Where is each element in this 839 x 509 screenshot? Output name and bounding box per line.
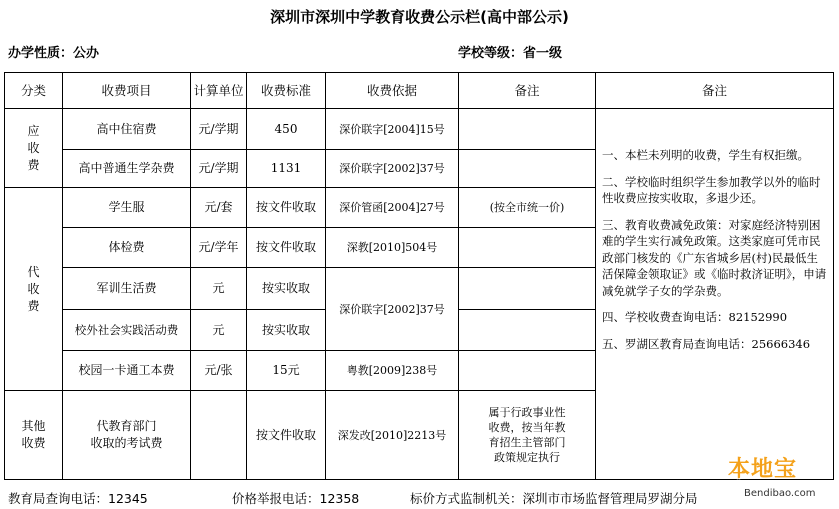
cell-unit: 元 [191, 268, 247, 310]
note-item: 一、本栏未列明的收费，学生有权拒缴。 [602, 148, 809, 162]
category-ying: 应 收 费 [5, 109, 63, 188]
cell-standard: 按文件收取 [247, 391, 326, 480]
fee-table [4, 72, 834, 480]
cell-standard: 按实收取 [247, 268, 326, 310]
cell-item: 学生服 [63, 188, 191, 228]
cell-standard: 按文件收取 [247, 228, 326, 268]
cell-remark [459, 150, 596, 188]
cell-remark [459, 109, 596, 150]
category-dai: 代 收 费 [5, 188, 63, 391]
footer-price-report: 价格举报电话：12358 [232, 491, 360, 506]
cell-unit [191, 391, 247, 480]
cell-unit: 元/学期 [191, 109, 247, 150]
note-item: 二、学校临时组织学生参加教学以外的临时性收费应按实收取，多退少还。 [602, 174, 821, 205]
cell-item: 军训生活费 [63, 268, 191, 310]
cell-basis: 深发改[2010]2213号 [326, 391, 459, 480]
category-qita: 其他 收费 [5, 391, 63, 480]
cell-remark [459, 310, 596, 351]
cell-standard: 450 [247, 109, 326, 150]
note-item: 四、学校收费查询电话：82152990 [602, 310, 788, 324]
header-notes: 备注 [596, 73, 834, 109]
footer-supervisor: 标价方式监制机关：深圳市市场监督管理局罗湖分局 [410, 491, 698, 506]
cell-remark [459, 268, 596, 310]
header-remark: 备注 [459, 73, 596, 109]
cell-unit: 元/学年 [191, 228, 247, 268]
header-row [5, 73, 834, 109]
watermark-main: 本地宝 [728, 457, 798, 482]
page-title: 深圳市深圳中学教育收费公示栏(高中部公示) [270, 8, 569, 26]
cell-standard: 15元 [247, 351, 326, 391]
header-basis: 收费依据 [326, 73, 459, 109]
cell-unit: 元 [191, 310, 247, 351]
table-row [5, 109, 834, 150]
cell-remark: (按全市统一价) [459, 188, 596, 228]
note-item: 三、教育收费减免政策：对家庭经济特别困难的学生实行减免政策。这类家庭可凭市民政部门核发的《广东省城乡居(村)民最低生活保障金领取证》或《临时救济证明》，申请减免就学子女的学杂费。 [602, 217, 827, 298]
cell-remark [459, 228, 596, 268]
notes-cell [596, 109, 834, 480]
cell-item: 代教育部门 收取的考试费 [63, 391, 191, 480]
header-standard: 收费标准 [247, 73, 326, 109]
school-grade: 学校等级：省一级 [458, 46, 563, 61]
header-item: 收费项目 [63, 73, 191, 109]
cell-unit: 元/张 [191, 351, 247, 391]
cell-unit: 元/套 [191, 188, 247, 228]
cell-item: 校园一卡通工本费 [63, 351, 191, 391]
cell-basis: 深价联字[2002]37号 [326, 150, 459, 188]
cell-remark: 属于行政事业性 收费，按当年教 育招生主管部门 政策规定执行 [459, 391, 596, 480]
cell-basis: 深价联字[2004]15号 [326, 109, 459, 150]
cell-item: 校外社会实践活动费 [63, 310, 191, 351]
school-nature: 办学性质：公办 [8, 46, 100, 61]
cell-remark [459, 351, 596, 391]
cell-item: 高中普通生学杂费 [63, 150, 191, 188]
cell-unit: 元/学期 [191, 150, 247, 188]
header-category: 分类 [5, 73, 63, 109]
header-unit: 计算单位 [191, 73, 247, 109]
cell-standard: 按实收取 [247, 310, 326, 351]
cell-basis: 深教[2010]504号 [326, 228, 459, 268]
watermark-logo [720, 452, 838, 508]
cell-item: 体检费 [63, 228, 191, 268]
footer-bureau-phone: 教育局查询电话：12345 [8, 491, 148, 506]
note-item: 五、罗湖区教育局查询电话：25666346 [602, 336, 811, 351]
cell-basis: 深价管函[2004]27号 [326, 188, 459, 228]
cell-standard: 按文件收取 [247, 188, 326, 228]
cell-item: 高中住宿费 [63, 109, 191, 150]
watermark-sub: Bendibao.com [744, 488, 816, 499]
cell-basis: 粤教[2009]238号 [326, 351, 459, 391]
cell-basis-merged: 深价联字[2002]37号 [326, 268, 459, 351]
cell-standard: 1131 [247, 150, 326, 188]
